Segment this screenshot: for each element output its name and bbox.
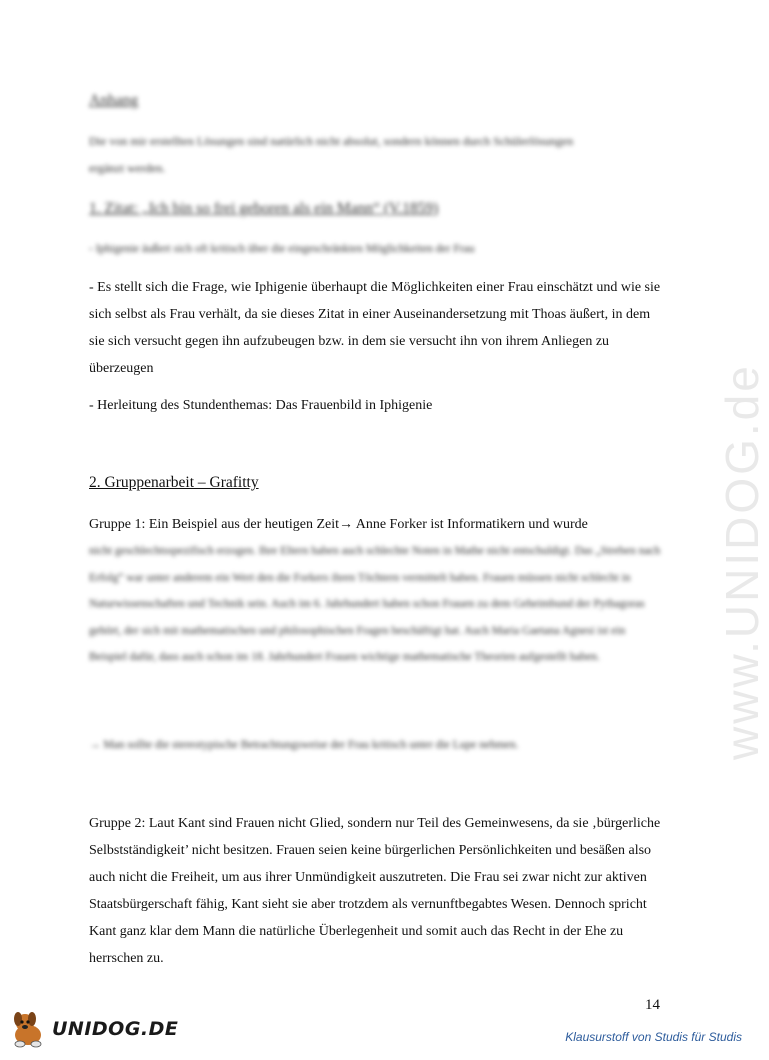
- watermark: www.UNIDOG.de: [716, 363, 768, 760]
- dog-icon: [6, 1010, 50, 1048]
- footer-tagline: Klausurstoff von Studis für Studis: [565, 1030, 742, 1044]
- bullet-1: - Iphigenie äußert sich oft kritisch über die eingeschränkten Möglichkeiten der Frau: [89, 243, 475, 255]
- logo-text: UNIDOG.DE: [52, 1018, 179, 1040]
- page-number: 14: [645, 997, 660, 1013]
- bullet-3: - Herleitung des Stundenthemas: Das Frauenbild in Iphigenie: [89, 398, 433, 413]
- group2-paragraph: Gruppe 2: Laut Kant sind Frauen nicht Glied, sondern nur Teil des Gemeinwesens, da sie ‚bürgerliche Selbstständigkeit’ nicht besitzen. Frauen seien keine bürgerlichen Persönlichkeiten und besäßen also auch nicht die Freiheit, um aus ihrer Unmündigkeit auszutreten. Die Frau sei zwar nicht zur aktiven Staatsbürgerschaft fähig, Kant sieht sie aber trotzdem als vernunftbegabtes Wesen. Dennoch spricht Kant ganz klar dem Mann die natürliche Überlegenheit und somit auch das Recht in der Ehe zu herrschen zu.: [89, 816, 661, 966]
- section1-heading: 1. Zitat: „Ich bin so frei geboren als ein Mann“ (V.1859): [89, 200, 439, 217]
- section2-heading: 2. Gruppenarbeit – Grafitty: [89, 474, 259, 491]
- unidog-logo: [6, 1010, 179, 1048]
- anhang-heading: Anhang: [89, 92, 139, 109]
- group1-rest: nicht geschlechtsspezifisch erzogen. Ihre Eltern haben auch schlechte Noten in Mathe nicht entschuldigt. Das „Streben nach Erfolg“ war unter anderem ein Wert den die Forkers ihren Töchtern vermittelt haben. Frauen müssen nicht schlecht in Naturwissenschaften und Technik sein. Auch im 6. Jahrhundert haben schon Frauen zu dem Geheimbund der Pythagoras gehört, der sich mit mathematischen und philosophischen Fragen beschäftigt hat. Auch Maria Gaetana Agnesi ist ein Beispiel dafür, dass auch schon im 18. Jahrhundert Frauen wichtige mathematische Theorien aufgestellt haben.: [89, 545, 661, 663]
- bullet-2: - Es stellt sich die Frage, wie Iphigenie überhaupt die Möglichkeiten einer Frau einschätzt und wie sie sich selbst als Frau verhält, da sie dieses Zitat in einer Auseinandersetzung mit Thoas äußert, in dem sie sich versucht gegen ihn aufzubeugen bzw. in dem sie versucht ihn von ihrem Anliegen zu überzeugen: [89, 280, 661, 376]
- group1-first-line: Gruppe 1: Ein Beispiel aus der heutigen Zeit→ Anne Forker ist Informatikern und wurde: [89, 517, 588, 532]
- group1-conclusion: → Man sollte die stereotypische Betrachtungsweise der Frau kritisch unter die Lupe nehmen.: [89, 739, 519, 751]
- intro-paragraph: Die von mir erstellten Lösungen sind natürlich nicht absolut, sondern können durch Schülerlösungen ergänzt werden.: [89, 134, 574, 175]
